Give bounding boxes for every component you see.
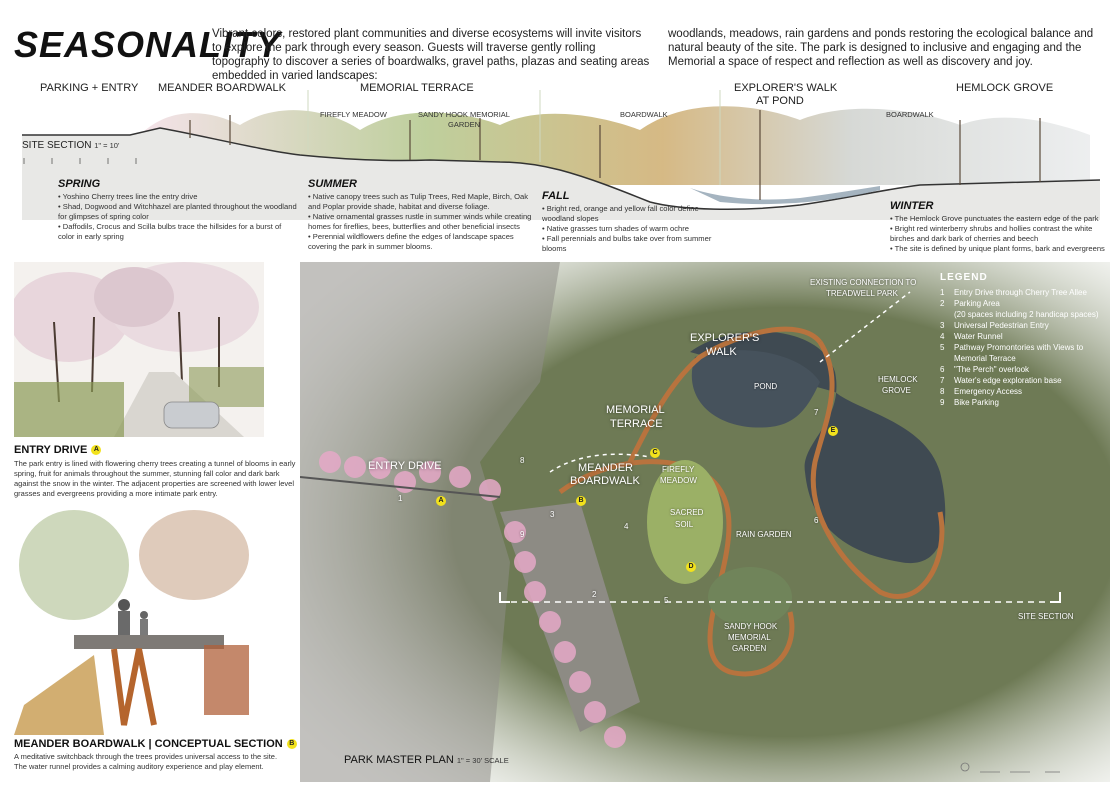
entry-drive-rendering [14, 262, 264, 437]
plan-label-sacred: SACRED [670, 508, 704, 517]
season-summer: SUMMER • Native canopy trees such as Tulip Trees, Red Maple, Birch, Oak and Poplar provide shade, habitat and diverse foliage. • Native ornamental grasses rustle in summer winds while creating homes for fireflies, bees, butterflies and other beneficial insects • Perennial wildflowers define the edges of landscape spaces covering the park in summer blooms. [308, 178, 536, 252]
site-section-title: SITE SECTION 1" = 10' [22, 140, 120, 151]
plan-label-connection-2: TREADWELL PARK [826, 289, 899, 298]
plan-number-8: 8 [520, 456, 525, 465]
section-zone-explorers-2: AT POND [756, 95, 804, 107]
season-fall: FALL • Bright red, orange and yellow fall color define woodland slopes • Native grasses turn shades of warm ochre • Fall perennials and bulbs take over from summer blooms [542, 190, 732, 254]
plan-marker-c: C [650, 448, 660, 458]
plan-label-hemlock: HEMLOCK [878, 375, 918, 384]
legend-item: 1 Entry Drive through Cherry Tree Allee [940, 288, 1087, 297]
plan-number-5: 5 [664, 596, 669, 605]
plan-number-4: 4 [624, 522, 629, 531]
plan-label-firefly: FIREFLY [662, 465, 695, 474]
plan-label-sandy-2: MEMORIAL [728, 633, 771, 642]
legend-item: 3 Universal Pedestrian Entry [940, 321, 1049, 330]
plan-label-hemlock-2: GROVE [882, 386, 911, 395]
section-zone-memorial: MEMORIAL TERRACE [360, 82, 474, 94]
plan-number-2: 2 [592, 590, 597, 599]
plan-label-meander-2: BOARDWALK [570, 475, 640, 487]
plan-label-connection: EXISTING CONNECTION TO [810, 278, 917, 287]
plan-marker-e: E [828, 426, 838, 436]
plan-label-meander: MEANDER [578, 462, 634, 474]
section-zone-meander: MEANDER BOARDWALK [158, 82, 286, 94]
section-sublabel-boardwalk-2: BOARDWALK [886, 110, 934, 119]
plan-label-rain-garden: RAIN GARDEN [736, 530, 792, 539]
plan-label-pond: POND [754, 382, 778, 391]
plan-label-sacred-2: SOIL [675, 520, 694, 529]
section-zone-explorers: EXPLORER'S WALK [734, 82, 838, 94]
plan-label-sandy-3: GARDEN [732, 644, 767, 653]
intro-text-left: Vibrant colors, restored plant communities and diverse ecosystems will invite visitors to explore the park through every season. Guests will traverse gently rolling topography to discover a series of boardwalks, gravel paths, plazas and seating areas embedded in varied landscapes: [212, 28, 650, 82]
legend-item: 9 Bike Parking [940, 398, 999, 407]
section-zone-parking: PARKING + ENTRY [40, 82, 139, 94]
plan-label-entry-drive: ENTRY DRIVE [368, 460, 442, 472]
legend [940, 272, 1110, 408]
plan-label-firefly-2: MEADOW [660, 476, 697, 485]
legend-item: 7 Water's edge exploration base [940, 376, 1062, 385]
section-sublabel-sandy: SANDY HOOK MEMORIAL [418, 110, 510, 119]
meander-boardwalk-section [14, 505, 254, 735]
season-winter: WINTER • The Hemlock Grove punctuates the eastern edge of the park • Bright red winterberry shrubs and hollies contrast the white birches and dark bark of cherries and beech • The site is defined by unique plant forms, bark and evergreens [890, 200, 1110, 254]
plan-label-sandy: SANDY HOOK [724, 622, 778, 631]
legend-item: 6 "The Perch" overlook [940, 365, 1030, 374]
meander-section-text: A meditative switchback through the trees provides universal access to the site. The water runnel provides a calming auditory experience and play element. [14, 752, 278, 771]
plan-label-explorers: EXPLORER'S [690, 332, 760, 344]
legend-item: 5 Pathway Promontories with Views to [940, 343, 1084, 352]
plan-marker-b: B [576, 496, 586, 506]
plan-label-explorers-2: WALK [706, 346, 737, 358]
legend-title: LEGEND [940, 272, 988, 283]
plan-label-memorial: MEMORIAL [606, 404, 665, 416]
intro-text-right: woodlands, meadows, rain gardens and ponds restoring the ecological balance and natural beauty of the site. The park is designed to inclusive and engaging and the Memorial a space of respect and reflection as well as discovery and joy. [668, 28, 1094, 68]
page-title: SEASONALITY [14, 24, 282, 65]
plan-title: PARK MASTER PLAN 1" = 30' SCALE [344, 754, 509, 766]
meander-section-badge: B [287, 739, 297, 749]
section-zone-hemlock: HEMLOCK GROVE [956, 82, 1054, 94]
meander-section-title: MEANDER BOARDWALK | CONCEPTUAL SECTION B [14, 738, 297, 750]
season-spring: SPRING • Yoshino Cherry trees line the entry drive • Shad, Dogwood and Witchhazel are planted throughout the woodland for glimpses of spring color • Daffodils, Crocus and Scilla bulbs trace the hillsides for a burst of color in early spring [58, 178, 298, 242]
plan-number-7: 7 [814, 408, 819, 417]
plan-marker-d: D [686, 562, 696, 572]
legend-item: 8 Emergency Access [940, 387, 1023, 396]
plan-label-site-section: SITE SECTION [1018, 612, 1074, 621]
entry-drive-text: The park entry is lined with flowering cherry trees creating a tunnel of blooms in early spring, fruit for animals throughout the summer, stunning fall color and dark bark against the snow in the winter. The adjacent properties are screened with lower level grasses and evergreens providing a more intimate park entry. [14, 459, 296, 498]
section-sublabel-sandy-2: GARDEN [448, 120, 481, 129]
entry-drive-badge: A [91, 445, 101, 455]
legend-item: 2 Parking Area [940, 299, 1000, 308]
legend-item: (20 spaces including 2 handicap spaces) [954, 310, 1099, 319]
plan-number-3: 3 [550, 510, 555, 519]
legend-item: Memorial Terrace [954, 354, 1016, 363]
section-sublabel-firefly: FIREFLY MEADOW [320, 110, 387, 119]
legend-item: 4 Water Runnel [940, 332, 1003, 341]
plan-label-memorial-2: TERRACE [610, 418, 663, 430]
plan-number-6: 6 [814, 516, 819, 525]
section-sublabel-boardwalk: BOARDWALK [620, 110, 668, 119]
entry-drive-title: ENTRY DRIVE A [14, 444, 101, 456]
plan-number-1: 1 [398, 494, 403, 503]
plan-marker-a: A [436, 496, 446, 506]
plan-number-9: 9 [520, 530, 525, 539]
